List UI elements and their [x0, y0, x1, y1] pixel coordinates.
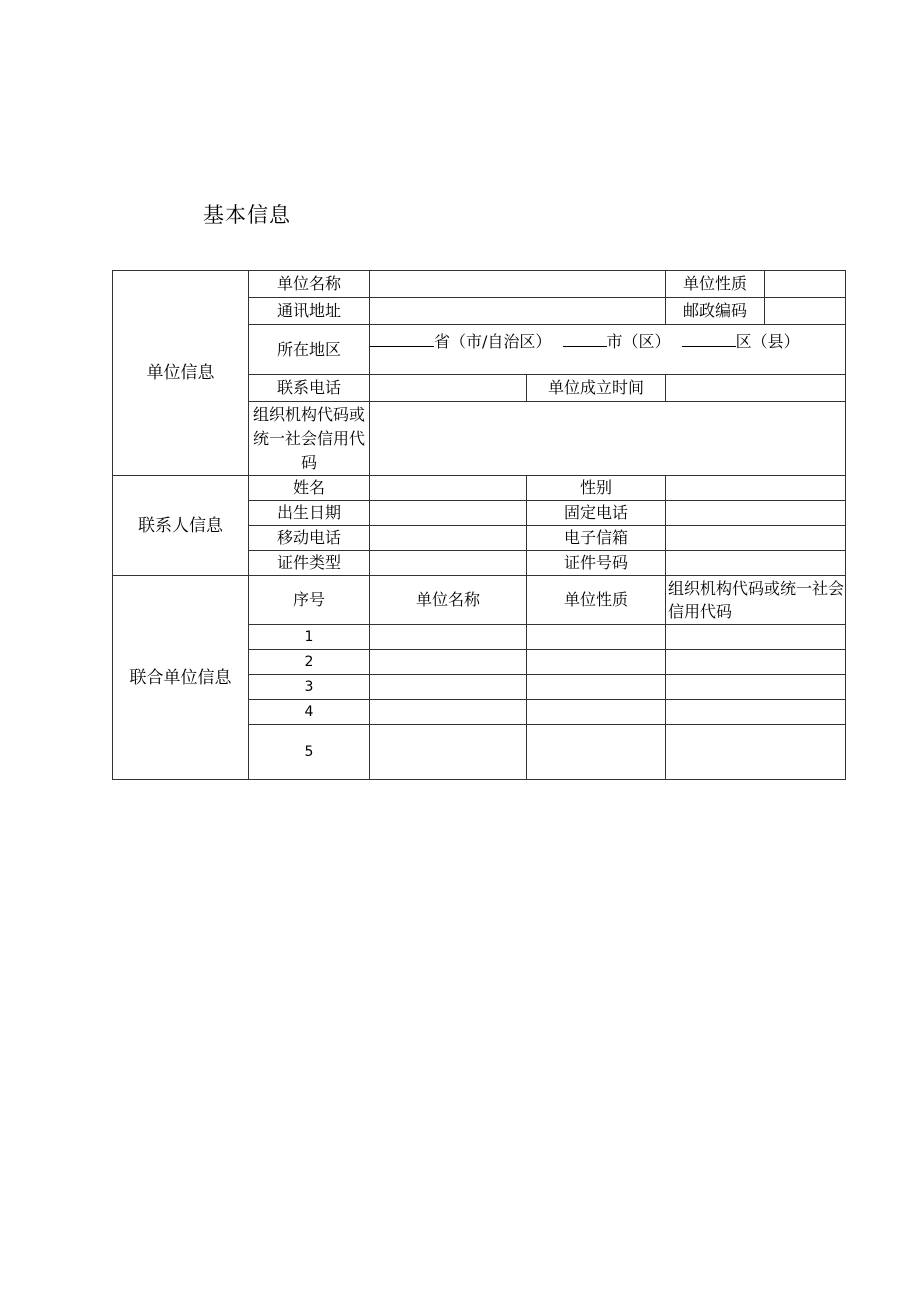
contact-name-field[interactable]	[370, 476, 527, 501]
mobile-field[interactable]	[370, 526, 527, 551]
joint-units-group-label: 联合单位信息	[113, 576, 249, 780]
city-blank[interactable]	[563, 332, 607, 347]
joint-row-code-field[interactable]	[666, 625, 846, 650]
joint-header-no: 序号	[249, 576, 370, 625]
region-line	[370, 331, 845, 353]
joint-row-code-field[interactable]	[666, 700, 846, 725]
id-number-label: 证件号码	[527, 551, 666, 576]
joint-row-nature-field[interactable]	[527, 675, 666, 700]
province-blank[interactable]	[370, 332, 434, 347]
joint-row-code-field[interactable]	[666, 675, 846, 700]
joint-row-name-field[interactable]	[370, 650, 527, 675]
joint-header-code: 组织机构代码或统一社会信用代码	[666, 576, 846, 625]
joint-row-nature-field[interactable]	[527, 725, 666, 780]
unit-name-field[interactable]	[370, 271, 666, 298]
joint-row-name-field[interactable]	[370, 675, 527, 700]
region-label: 所在地区	[249, 325, 370, 375]
birth-label: 出生日期	[249, 501, 370, 526]
joint-row-name-field[interactable]	[370, 625, 527, 650]
joint-row-code-field[interactable]	[666, 725, 846, 780]
province-suffix: 省（市/自治区）	[434, 331, 552, 351]
contact-name-row	[113, 476, 846, 501]
joint-header-nature: 单位性质	[527, 576, 666, 625]
email-field[interactable]	[666, 526, 846, 551]
mobile-label: 移动电话	[249, 526, 370, 551]
joint-row-code-field[interactable]	[666, 650, 846, 675]
id-type-label: 证件类型	[249, 551, 370, 576]
postcode-field[interactable]	[765, 298, 846, 325]
unit-nature-field[interactable]	[765, 271, 846, 298]
landline-label: 固定电话	[527, 501, 666, 526]
landline-field[interactable]	[666, 501, 846, 526]
joint-row-nature-field[interactable]	[527, 700, 666, 725]
joint-row-nature-field[interactable]	[527, 625, 666, 650]
county-blank[interactable]	[682, 332, 736, 347]
joint-row-no: 5	[249, 725, 370, 780]
joint-row-no: 4	[249, 700, 370, 725]
phone-field[interactable]	[370, 375, 527, 402]
joint-row-nature-field[interactable]	[527, 650, 666, 675]
birth-field[interactable]	[370, 501, 527, 526]
unit-name-row	[113, 271, 846, 298]
phone-label: 联系电话	[249, 375, 370, 402]
basic-info-table	[112, 270, 846, 780]
unit-name-label: 单位名称	[249, 271, 370, 298]
joint-row-name-field[interactable]	[370, 700, 527, 725]
joint-header-row	[113, 576, 846, 625]
org-code-label: 组织机构代码或统一社会信用代码	[249, 402, 370, 476]
postcode-label: 邮政编码	[666, 298, 765, 325]
unit-nature-label: 单位性质	[666, 271, 765, 298]
address-field[interactable]	[370, 298, 666, 325]
email-label: 电子信箱	[527, 526, 666, 551]
unit-info-group-label: 单位信息	[113, 271, 249, 476]
contact-name-label: 姓名	[249, 476, 370, 501]
joint-row-name-field[interactable]	[370, 725, 527, 780]
id-type-field[interactable]	[370, 551, 527, 576]
founded-field[interactable]	[666, 375, 846, 402]
page-title: 基本信息	[203, 203, 291, 227]
gender-field[interactable]	[666, 476, 846, 501]
gender-label: 性别	[527, 476, 666, 501]
founded-label: 单位成立时间	[527, 375, 666, 402]
id-number-field[interactable]	[666, 551, 846, 576]
contact-info-group-label: 联系人信息	[113, 476, 249, 576]
joint-row-no: 1	[249, 625, 370, 650]
city-suffix: 市（区）	[606, 331, 671, 351]
joint-row-no: 3	[249, 675, 370, 700]
joint-header-name: 单位名称	[370, 576, 527, 625]
address-label: 通讯地址	[249, 298, 370, 325]
org-code-field[interactable]	[370, 402, 846, 476]
joint-row-no: 2	[249, 650, 370, 675]
county-suffix: 区（县）	[735, 331, 800, 351]
region-field[interactable]	[370, 325, 846, 375]
